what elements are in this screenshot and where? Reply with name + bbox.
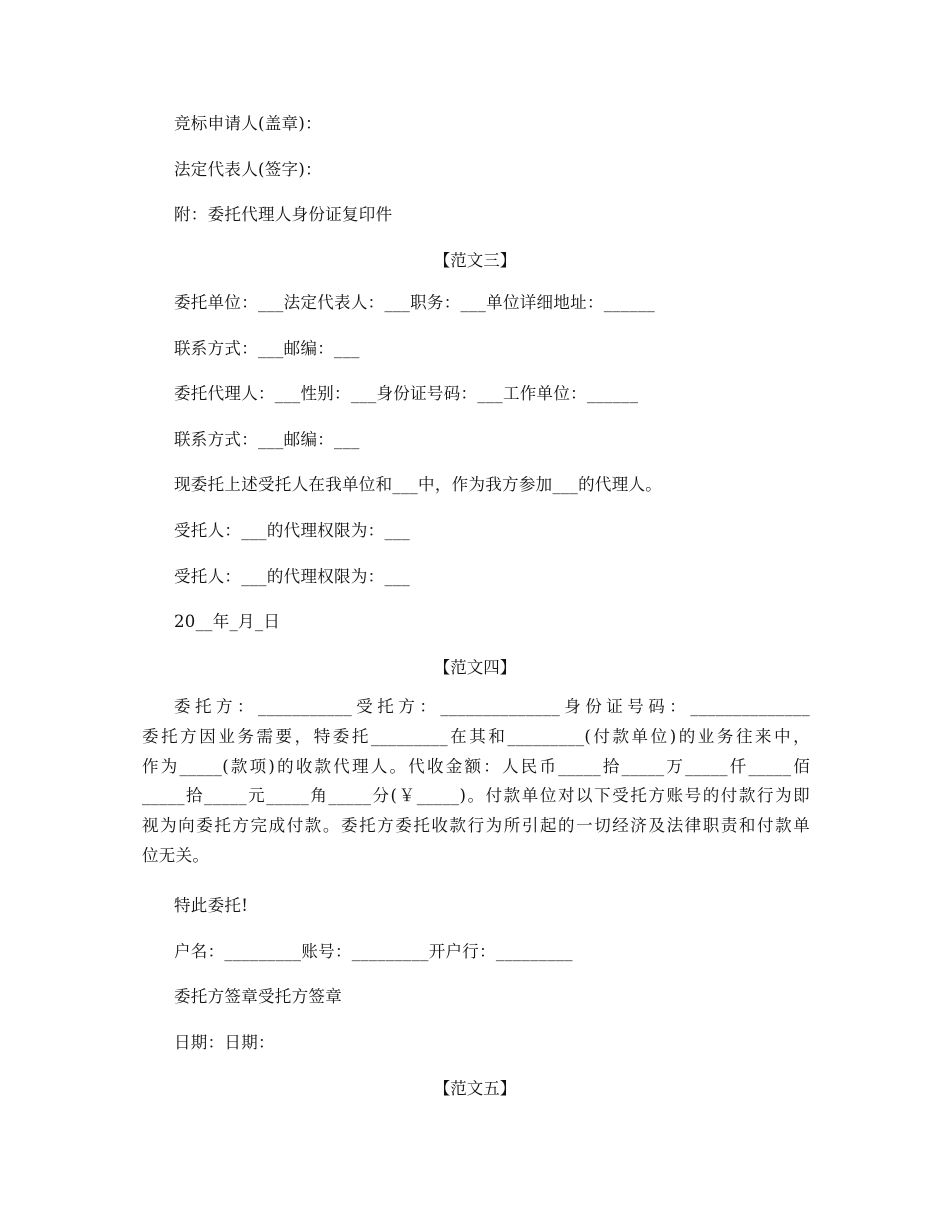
section4-paragraph-line: 委托方：___________受托方：______________身份证号码：______________ [174, 697, 810, 716]
section4-line-account: 户名：_________账号：_________开户行：_________ [174, 942, 573, 961]
section4-heading: 【范文四】 [433, 658, 517, 677]
section3-line-contact-2: 联系方式：___邮编：___ [174, 430, 360, 449]
section4-paragraph-line: 位无关。 [142, 845, 210, 865]
section4-line-hereby: 特此委托! [174, 896, 249, 915]
section4-paragraph-line: 视为向委托方完成付款。委托方委托收款行为所引起的一切经济及法律职责和付款单 [142, 816, 810, 836]
attachment-line: 附：委托代理人身份证复印件 [174, 205, 393, 224]
section4-paragraph-line: _____拾_____元_____角_____分(￥_____)。付款单位对以下受托方账号的付款行为即 [142, 786, 810, 806]
section3-line-entrusting-unit: 委托单位：___法定代表人：___职务：___单位详细地址：______ [174, 293, 656, 312]
section4-paragraph-line: 作为_____(款项)的收款代理人。代收金额：人民币_____拾_____万_____仟_____佰 [142, 756, 810, 776]
section3-heading: 【范文三】 [433, 251, 517, 270]
section3-line-agent: 委托代理人：___性别：___身份证号码：___工作单位：______ [174, 384, 639, 403]
section3-line-authority-1: 受托人：___的代理权限为：___ [174, 521, 411, 540]
section4-paragraph [142, 692, 810, 871]
section3-line-authority-2: 受托人：___的代理权限为：___ [174, 567, 411, 586]
section3-line-entrustment: 现委托上述受托人在我单位和___中，作为我方参加___的代理人。 [174, 475, 663, 494]
section4-paragraph-line: 委托方因业务需要，特委托_________在其和_________(付款单位)的业务往来中， [142, 726, 810, 746]
applicant-seal-line: 竞标申请人(盖章)： [174, 114, 322, 133]
section3-line-date: 20__年_月_日 [174, 612, 281, 631]
section4-line-signatures: 委托方签章受托方签章 [174, 987, 342, 1006]
section5-heading: 【范文五】 [433, 1079, 517, 1098]
section3-line-contact-1: 联系方式：___邮编：___ [174, 339, 360, 358]
legal-rep-signature-line: 法定代表人(签字)： [174, 160, 322, 179]
section4-line-dates: 日期：日期： [174, 1033, 275, 1052]
